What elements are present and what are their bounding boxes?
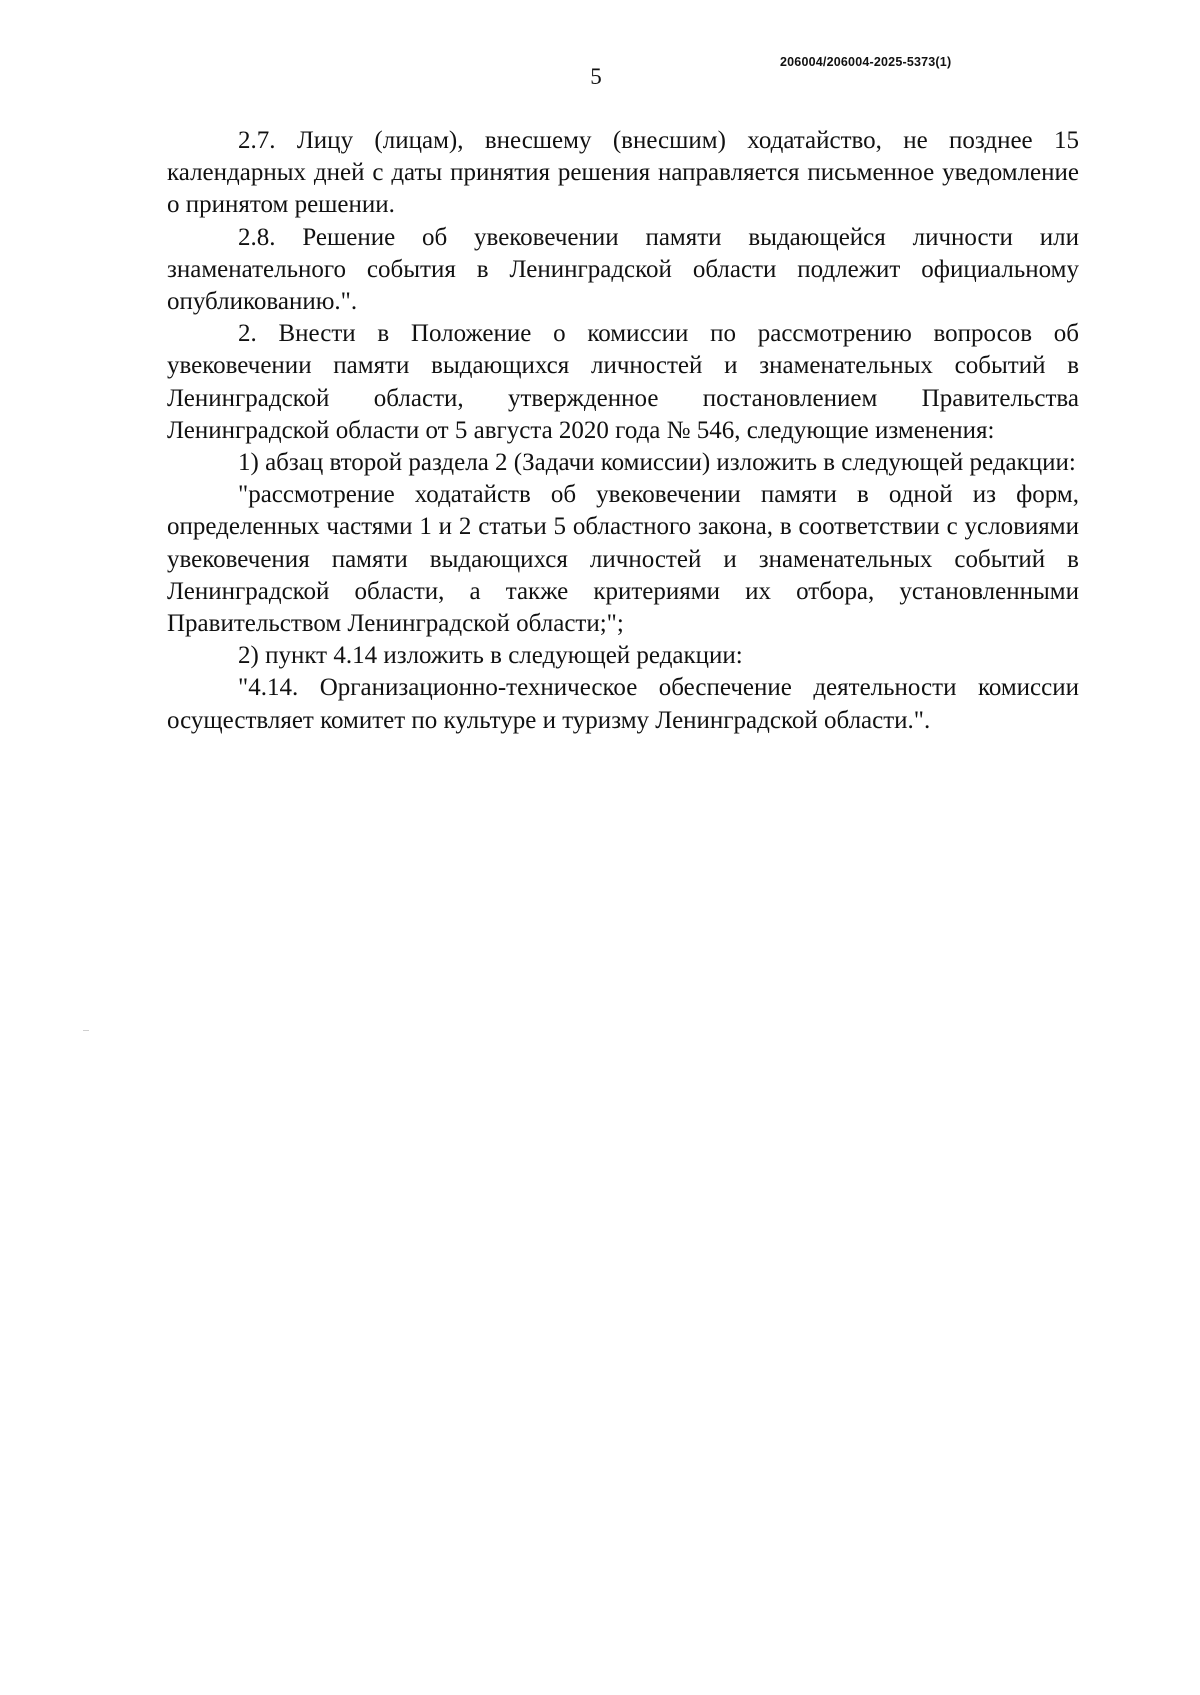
paragraph-2-8: 2.8. Решение об увековечении памяти выдающейся личности или знаменательного события в Ленинградской области подлежит официальному опубликованию.". <box>167 223 1079 316</box>
paragraph-quote-1: "рассмотрение ходатайств об увековечении памяти в одной из форм, определенных частями 1 и 2 статьи 5 областного закона, в соответствии с условиями увековечения памяти выдающихся личностей и знаменательных событий в Ленинградской области, а также критериями их отбора, установленными Правительством Ленинградской области;"; <box>167 481 1079 638</box>
document-body <box>167 125 1079 737</box>
paragraph-subitem-1: 1) абзац второй раздела 2 (Задачи комиссии) изложить в следующей редакции: <box>238 449 1076 477</box>
scan-mark <box>83 1030 89 1031</box>
document-id: 206004/206004-2025-5373(1) <box>780 55 952 69</box>
paragraph-subitem-2: 2) пункт 4.14 изложить в следующей редакции: <box>238 642 743 670</box>
paragraph-quote-2: "4.14. Организационно-техническое обеспечение деятельности комиссии осуществляет комитет по культуре и туризму Ленинградской области.". <box>167 674 1079 734</box>
paragraph-item-2: 2. Внести в Положение о комиссии по рассмотрению вопросов об увековечении памяти выдающихся личностей и знаменательных событий в Ленинградской области, утвержденное постановлением Правительства Ленинградской области от 5 августа 2020 года № 546, следующие изменения: <box>167 320 1079 444</box>
paragraph-2-7: 2.7. Лицу (лицам), внесшему (внесшим) ходатайство, не позднее 15 календарных дней с даты принятия решения направляется письменное уведомление о принятом решении. <box>167 127 1079 219</box>
page-number: 5 <box>590 64 602 89</box>
